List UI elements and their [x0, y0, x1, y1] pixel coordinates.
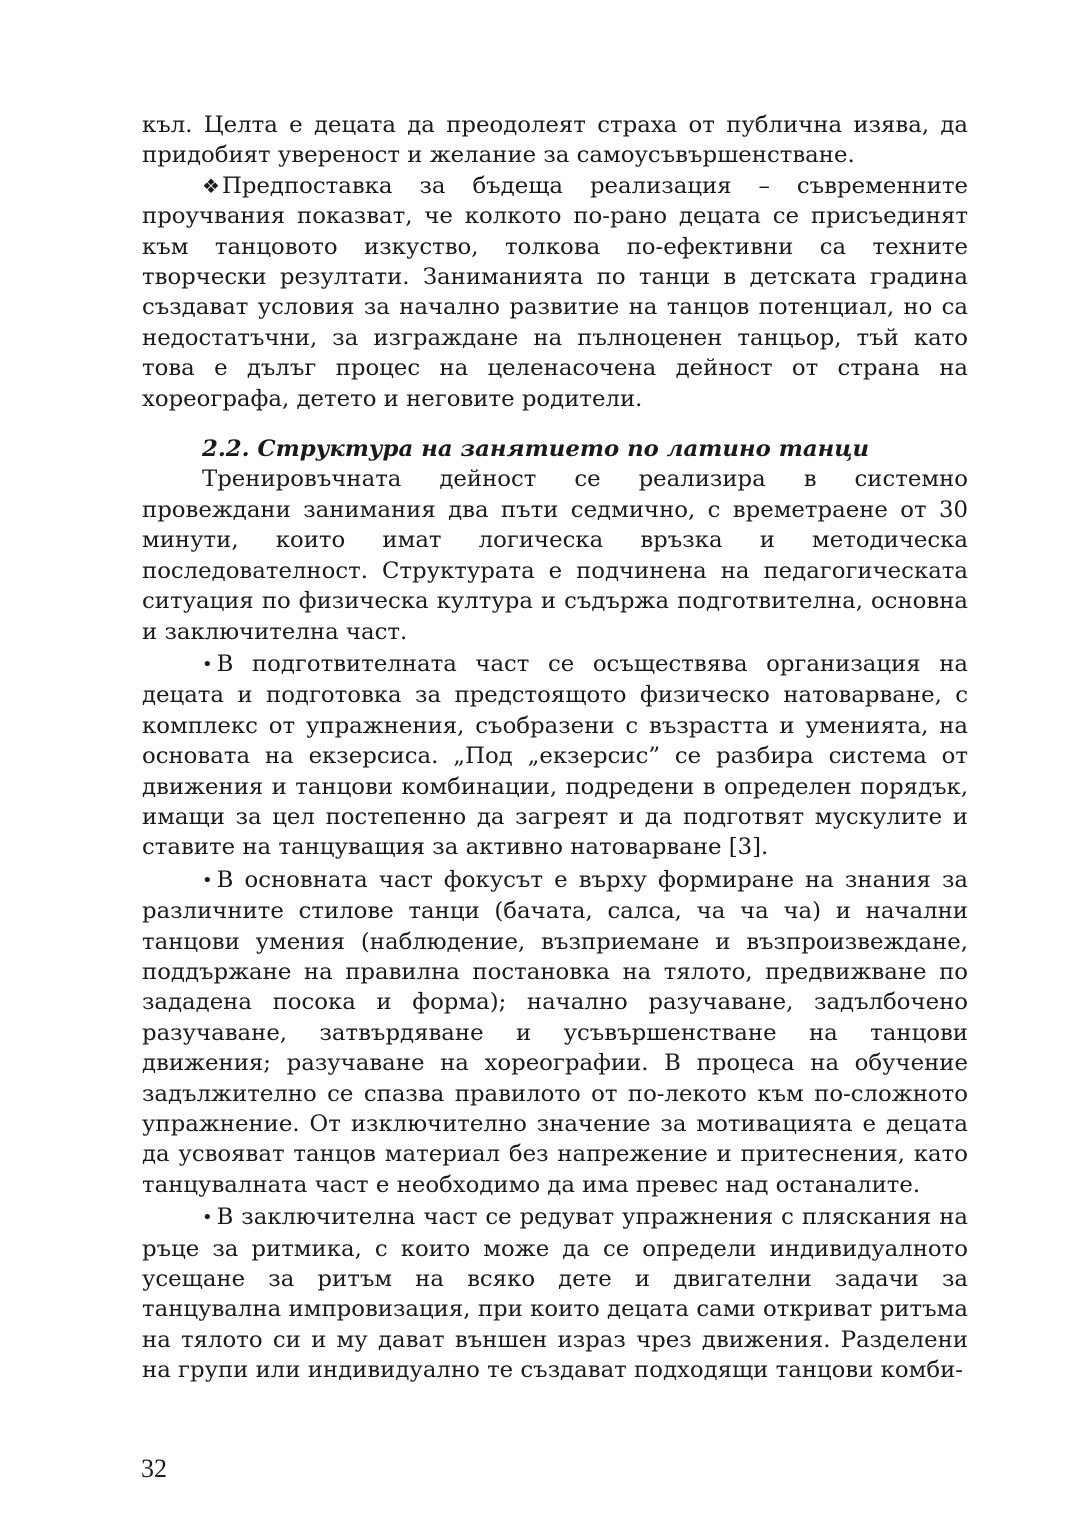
bullet-preparatory-text: В подготвителната част се осъществява организация на децата и подготовка за предстоящото физическо натоварване, с комплекс от упражнения, съобразени с възрастта и уменията, на основата на екзерсиса. „Под „екзерсис” се разбира система от движения и танцови комбинации, подредени в определен порядък, имащи за цел постепенно да загреят и да подготвят мускулите и ставите на танцуващия за активно натоварване [3]. — [142, 650, 968, 861]
bullet-main-part — [142, 865, 968, 1200]
bullet-final-part — [142, 1202, 968, 1385]
paragraph-structure: Тренировъчната дейност се реализира в системно провеждани занимания два пъти седмично, с времетраене от 30 минути, които имат логическа връзка и методическа последователност. Структурата е подчинена на педагогическата ситуация по физическа култура и съдържа подготвителна, основна и заключителна част. — [142, 466, 968, 645]
bullet-icon: • — [202, 1207, 213, 1229]
page-body — [142, 110, 968, 1386]
bullet-icon: • — [202, 869, 213, 891]
bullet-preparatory-part — [142, 649, 968, 863]
page-number: 32 — [141, 1454, 167, 1483]
paragraph-prerequisite — [142, 171, 968, 414]
bullet-icon: • — [202, 653, 213, 675]
paragraph-continuation: къл. Целта е децата да преодолеят страха от публична изява, да придобият увереност и желание за самоусъвършенстване. — [142, 112, 968, 169]
section-heading: 2.2. Структура на занятието по латино танци — [202, 436, 870, 463]
diamond-bullet-icon: ❖ — [202, 173, 220, 198]
paragraph-prerequisite-text: Предпоставка за бъдеща реализация – съвременните проучвания показват, че колкото по-рано децата се присъединят към танцовото изкуство, толкова по-ефективни са техните творчески резултати. Заниманията по танци в детската градина създават условия за начално развитие на танцов потенциал, но са недостатъчни, за изграждане на пълноценен танцьор, тъй като това е дълъг процес на целенасочена дейност от страна на хореографа, детето и неговите родители. — [142, 172, 968, 412]
bullet-final-text: В заключителна част се редуват упражнения с пляскания на ръце за ритмика, с които може да се определи индивидуалното усещане за ритъм на всяко дете и двигателни задачи за танцувална импровизация, при които децата сами откриват ритъма на тялото си и му дават външен израз чрез движения. Разделени на групи или индивидуално те създават подходящи танцови комби- — [142, 1204, 968, 1384]
bullet-main-text: В основната част фокусът е върху формиране на знания за различните стилове танци (бачата, салса, ча ча ча) и начални танцови умения (наблюдение, възприемане и възпроизвеждане, поддържане на правилна постановка на тялото, предвижване по зададена посока и форма); начално разучаване, задълбочено разучаване, затвърдяване и усъвършенстване на танцови движения; разучаване на хореографии. В процеса на обучение задължително се спазва правилото от по-лекото към по-сложното упражнение. От изключително значение за мотивацията е децата да усвояват танцов материал без напрежение и притеснения, като танцувалната част е необходимо да има превес над останалите. — [142, 866, 968, 1198]
